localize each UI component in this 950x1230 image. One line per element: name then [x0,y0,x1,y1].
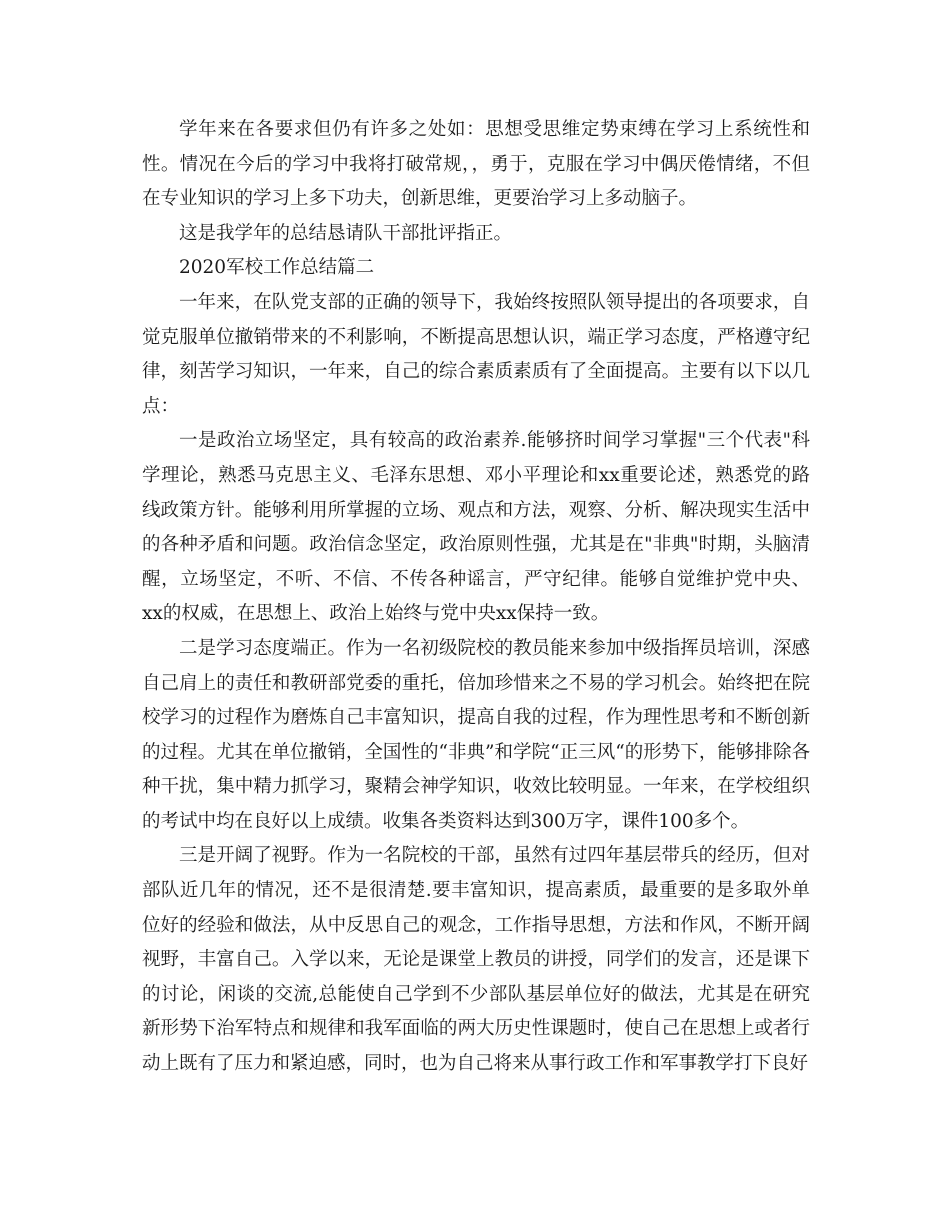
section-heading: 2020军校工作总结篇二 [179,257,375,279]
paragraph-year-overview: 一年来，在队党支部的正确的领导下，我始终按照队领导提出的各项要求，自觉克服单位撤销带来的不利影响，不断提高思想认识，端正学习态度，严格遵守纪律，刻苦学习知识，一年来，自己的综合素质素质有了全面提高。主要有以下以几点： [142,291,810,417]
paragraph-broadened-vision: 三是开阔了视野。作为一名院校的干部，虽然有过四年基层带兵的经历，但对部队近几年的情况，还不是很清楚.要丰富知识，提高素质，最重要的是多取外单位好的经验和做法，从中反思自己的观念，工作指导思想，方法和作风，不断开阔视野，丰富自己。入学以来，无论是课堂上教员的讲授，同学们的发言，还是课下的讨论，闲谈的交流,总能使自己学到不少部队基层单位好的做法，尤其是在研究新形势下治军特点和规律和我军面临的两大历史性课题时，使自己在思想上或者行动上既有了压力和紧迫感，同时，也为自己将来从事行政工作和军事教学打下良好 [142,845,810,1075]
paragraph-study-shortcomings: 学年来在各要求但仍有许多之处如：思想受思维定势束缚在学习上系统性和性。情况在今后的学习中我将打破常规，，勇于，克服在学习中偶厌倦情绪，不但在专业知识的学习上多下功夫，创新思维，更要治学习上多动脑子。 [142,119,810,210]
paragraph-study-attitude: 二是学习态度端正。作为一名初级院校的教员能来参加中级指挥员培训，深感自己肩上的责任和教研部党委的重托，倍加珍惜来之不易的学习机会。始终把在院校学习的过程作为磨炼自己丰富知识，提高自我的过程，作为理性思考和不断创新的过程。尤其在单位撤销，全国性的“非典”和学院“正三风“的形势下，能够排除各种干扰，集中精力抓学习，聚精会神学知识，收效比较明显。一年来，在学校组织的考试中均在良好以上成绩。收集各类资料达到300万字，课件100多个。 [142,637,810,832]
document-body [142,113,810,1082]
paragraph-closing-request: 这是我学年的总结恳请队干部批评指正。 [179,222,513,244]
paragraph-political-stance: 一是政治立场坚定，具有较高的政治素养.能够挤时间学习掌握"三个代表"科学理论，熟悉马克思主义、毛泽东思想、邓小平理论和xx重要论述，熟悉党的路线政策方针。能够利用所掌握的立场、观点和方法，观察、分析、解决现实生活中的各种矛盾和问题。政治信念坚定，政治原则性强，尤其是在"非典"时期，头脑清醒，立场坚定，不听、不信、不传各种谣言，严守纪律。能够自觉维护党中央、xx的权威，在思想上、政治上始终与党中央xx保持一致。 [142,430,810,625]
